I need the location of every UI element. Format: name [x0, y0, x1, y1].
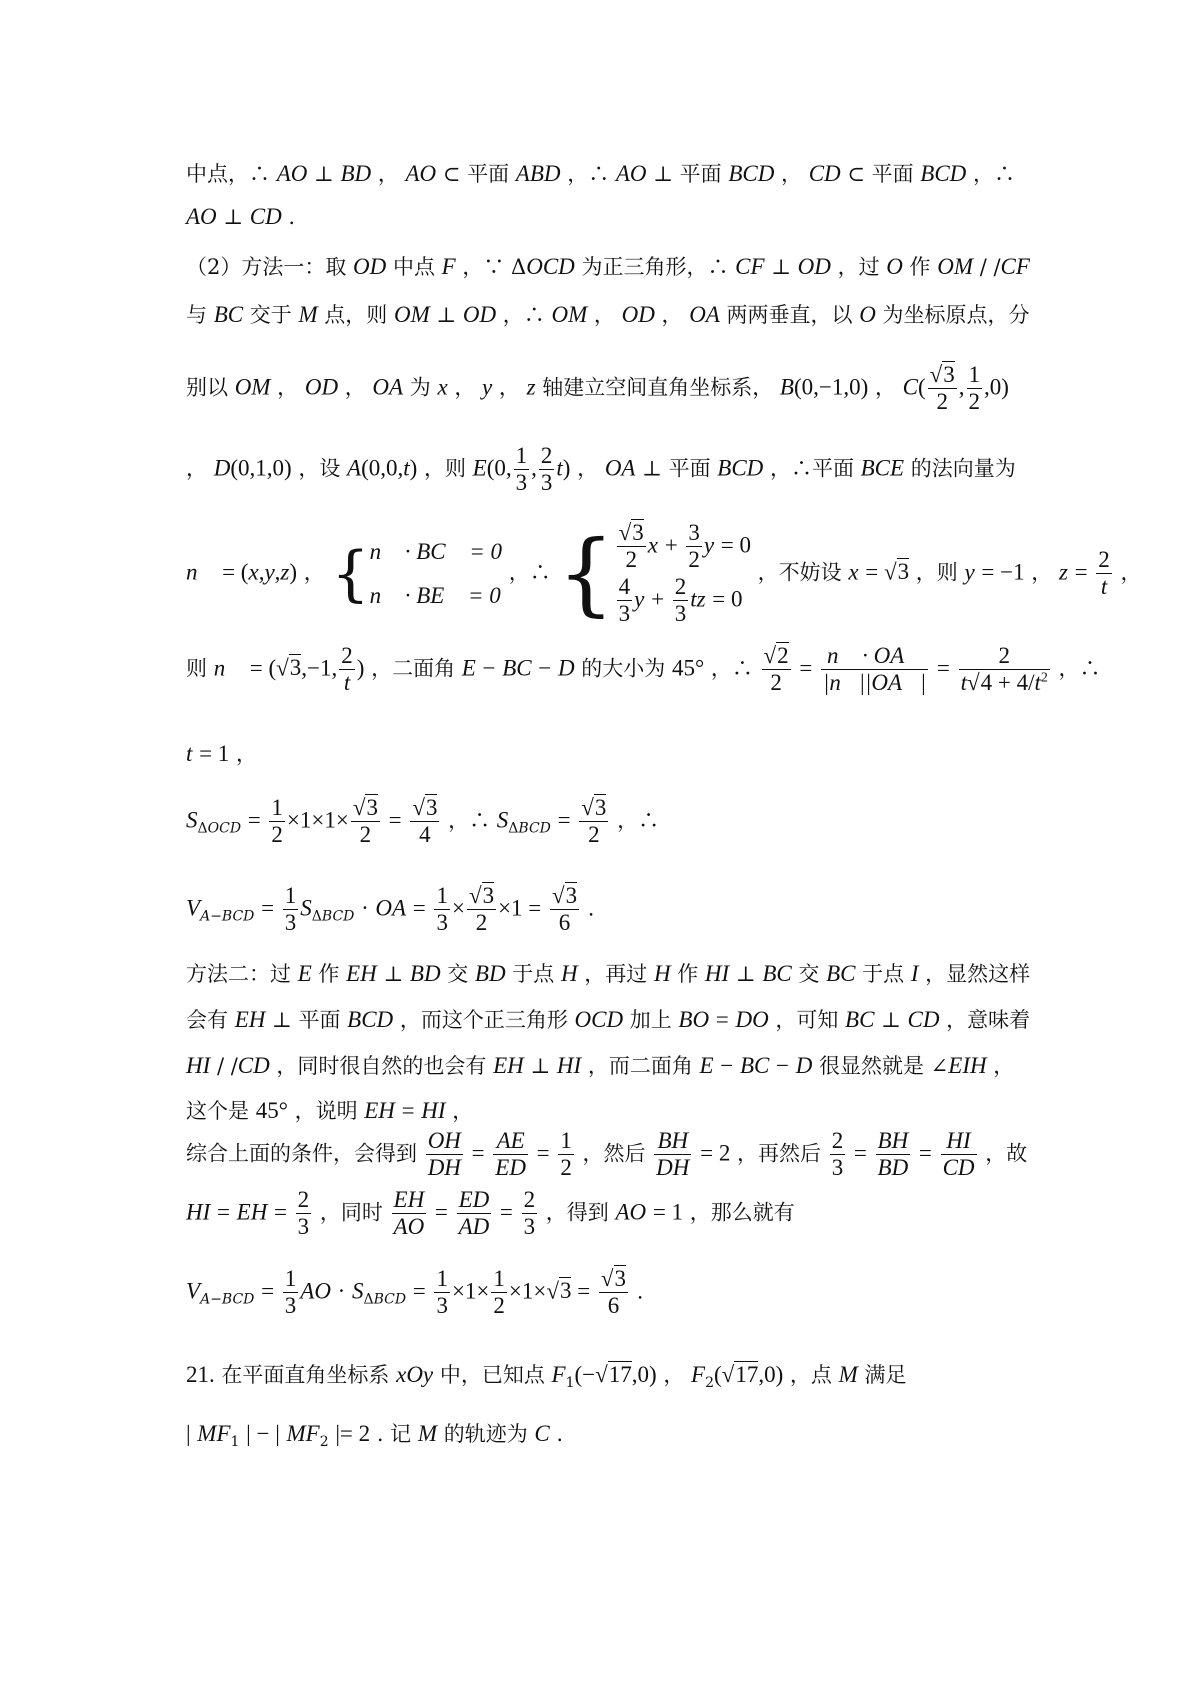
- text-line-1: 中点，∴ AO ⊥ BD ， AO ⊂ 平面 ABD ，∴ AO ⊥ 平面 BCD ， CD ⊂ 平面 BCD ，∴: [186, 161, 1015, 186]
- text-line-17: HI = EH = $\frac{2}{3}$ ，同时 $\frac{EH}{AO}$ = $\frac{ED}{AD}$ = $\frac{2}{3}$ ，得到 AO = 1 ，那么就有: [186, 1187, 795, 1240]
- text-line-10: $S_{\Delta OCD}$ = $\frac{1}{2}$ ×1×1× $\frac{√3}{2}$ = $\frac{√3}{4}$ ，∴ $S_{\Delta BCD}$ = $\frac{√3}{2}$ ，∴: [186, 795, 660, 848]
- text-line-9: t = 1 ，: [186, 741, 257, 766]
- text-line-7: n⃗ = (x,y,z) ， { n⃗ · BC⃗ = 0 n⃗ · BE⃗ = 0 ，∴ { $\frac{√3}{2}$ x + $\frac{3}{2}$ y = 0 $\frac{4}{3}$ y + $\frac{2}{3}$ tz = 0 ，不妨设 x = √3 ，则 y = −1 ， z = $\frac{2}{t}$ ，: [186, 520, 1142, 627]
- text-line-14: HI / /CD ，同时很自然的也会有 EH ⊥ HI ，而二面角 E − BC − D 很显然就是 ∠EIH ，: [186, 1053, 1015, 1078]
- text-line-5: 别以 OM ， OD ， OA 为 x ， y ， z 轴建立空间直角坐标系， B(0,−1,0) ， C( $\frac{√3}{2}$ , $\frac{1}{2}$ ,0): [186, 362, 1009, 415]
- text-line-12: 方法二：过 E 作 EH ⊥ BD 交 BD 于点 H ，再过 H 作 HI ⊥ BC 交 BC 于点 I ，显然这样: [186, 961, 1031, 986]
- text-line-13: 会有 EH ⊥ 平面 BCD ，而这个正三角形 OCD 加上 BO = DO ，可知 BC ⊥ CD ，意味着: [186, 1007, 1031, 1032]
- text-line-16: 综合上面的条件，会得到 $\frac{OH}{DH}$ = $\frac{AE}{ED}$ = $\frac{1}{2}$ ，然后 $\frac{BH}{DH}$ = 2 ，再然后 $\frac{2}{3}$ = $\frac{BH}{BD}$ = $\frac{HI}{CD}$ ，故: [186, 1128, 1028, 1181]
- text-line-11: $V_{A-BCD}$ = $\frac{1}{3}$ $S_{\Delta BCD}$ · OA = $\frac{1}{3}$ × $\frac{√3}{2}$ ×1 = $\frac{√3}{6}$ .: [186, 883, 595, 936]
- text-line-2: AO ⊥ CD .: [186, 204, 296, 229]
- text-line-15: 这个是 45° ，说明 EH = HI ，: [186, 1098, 474, 1123]
- text-line-8: 则 n⃗ = (√3,−1, $\frac{2}{t}$ ) ，二面角 E − BC − D 的大小为 45° ，∴ $\frac{√2}{2}$ = $\frac{n⃗ \cdot OA⃗}{|n⃗||OA⃗|}$ = $\frac{2}{t√4 + 4/t^2}$ ，∴: [186, 643, 1101, 696]
- text-line-18: $V_{A-BCD}$ = $\frac{1}{3}$ AO · $S_{\Delta BCD}$ = $\frac{1}{3}$ ×1× $\frac{1}{2}$ ×1×√3 = $\frac{√3}{6}$ .: [186, 1266, 644, 1319]
- text-line-19: 21. 在平面直角坐标系 xOy 中，已知点 $F_1(-√17,0)$ ， $F_2(√17,0)$ ，点 M 满足: [186, 1362, 907, 1392]
- text-line-4: 与 BC 交于 M 点，则 OM ⊥ OD ，∴ OM ， OD ， OA 两两垂直，以 O 为坐标原点，分: [186, 302, 1030, 327]
- text-line-20: | $MF_1$ | − | $MF_2$ |= 2 . 记 M 的轨迹为 C .: [186, 1421, 564, 1451]
- text-line-6: ， D(0,1,0) ，设 A(0,0,t) ，则 E(0, $\frac{1}{3}$ , $\frac{2}{3}$ t) ， OA ⊥ 平面 BCD ，∴平面 BCE 的法向量为: [186, 443, 1016, 496]
- text-line-3: （2）方法一：取 OD 中点 F ，∵ ΔOCD 为正三角形，∴ CF ⊥ OD ，过 O 作 OM / /CF: [186, 254, 1030, 279]
